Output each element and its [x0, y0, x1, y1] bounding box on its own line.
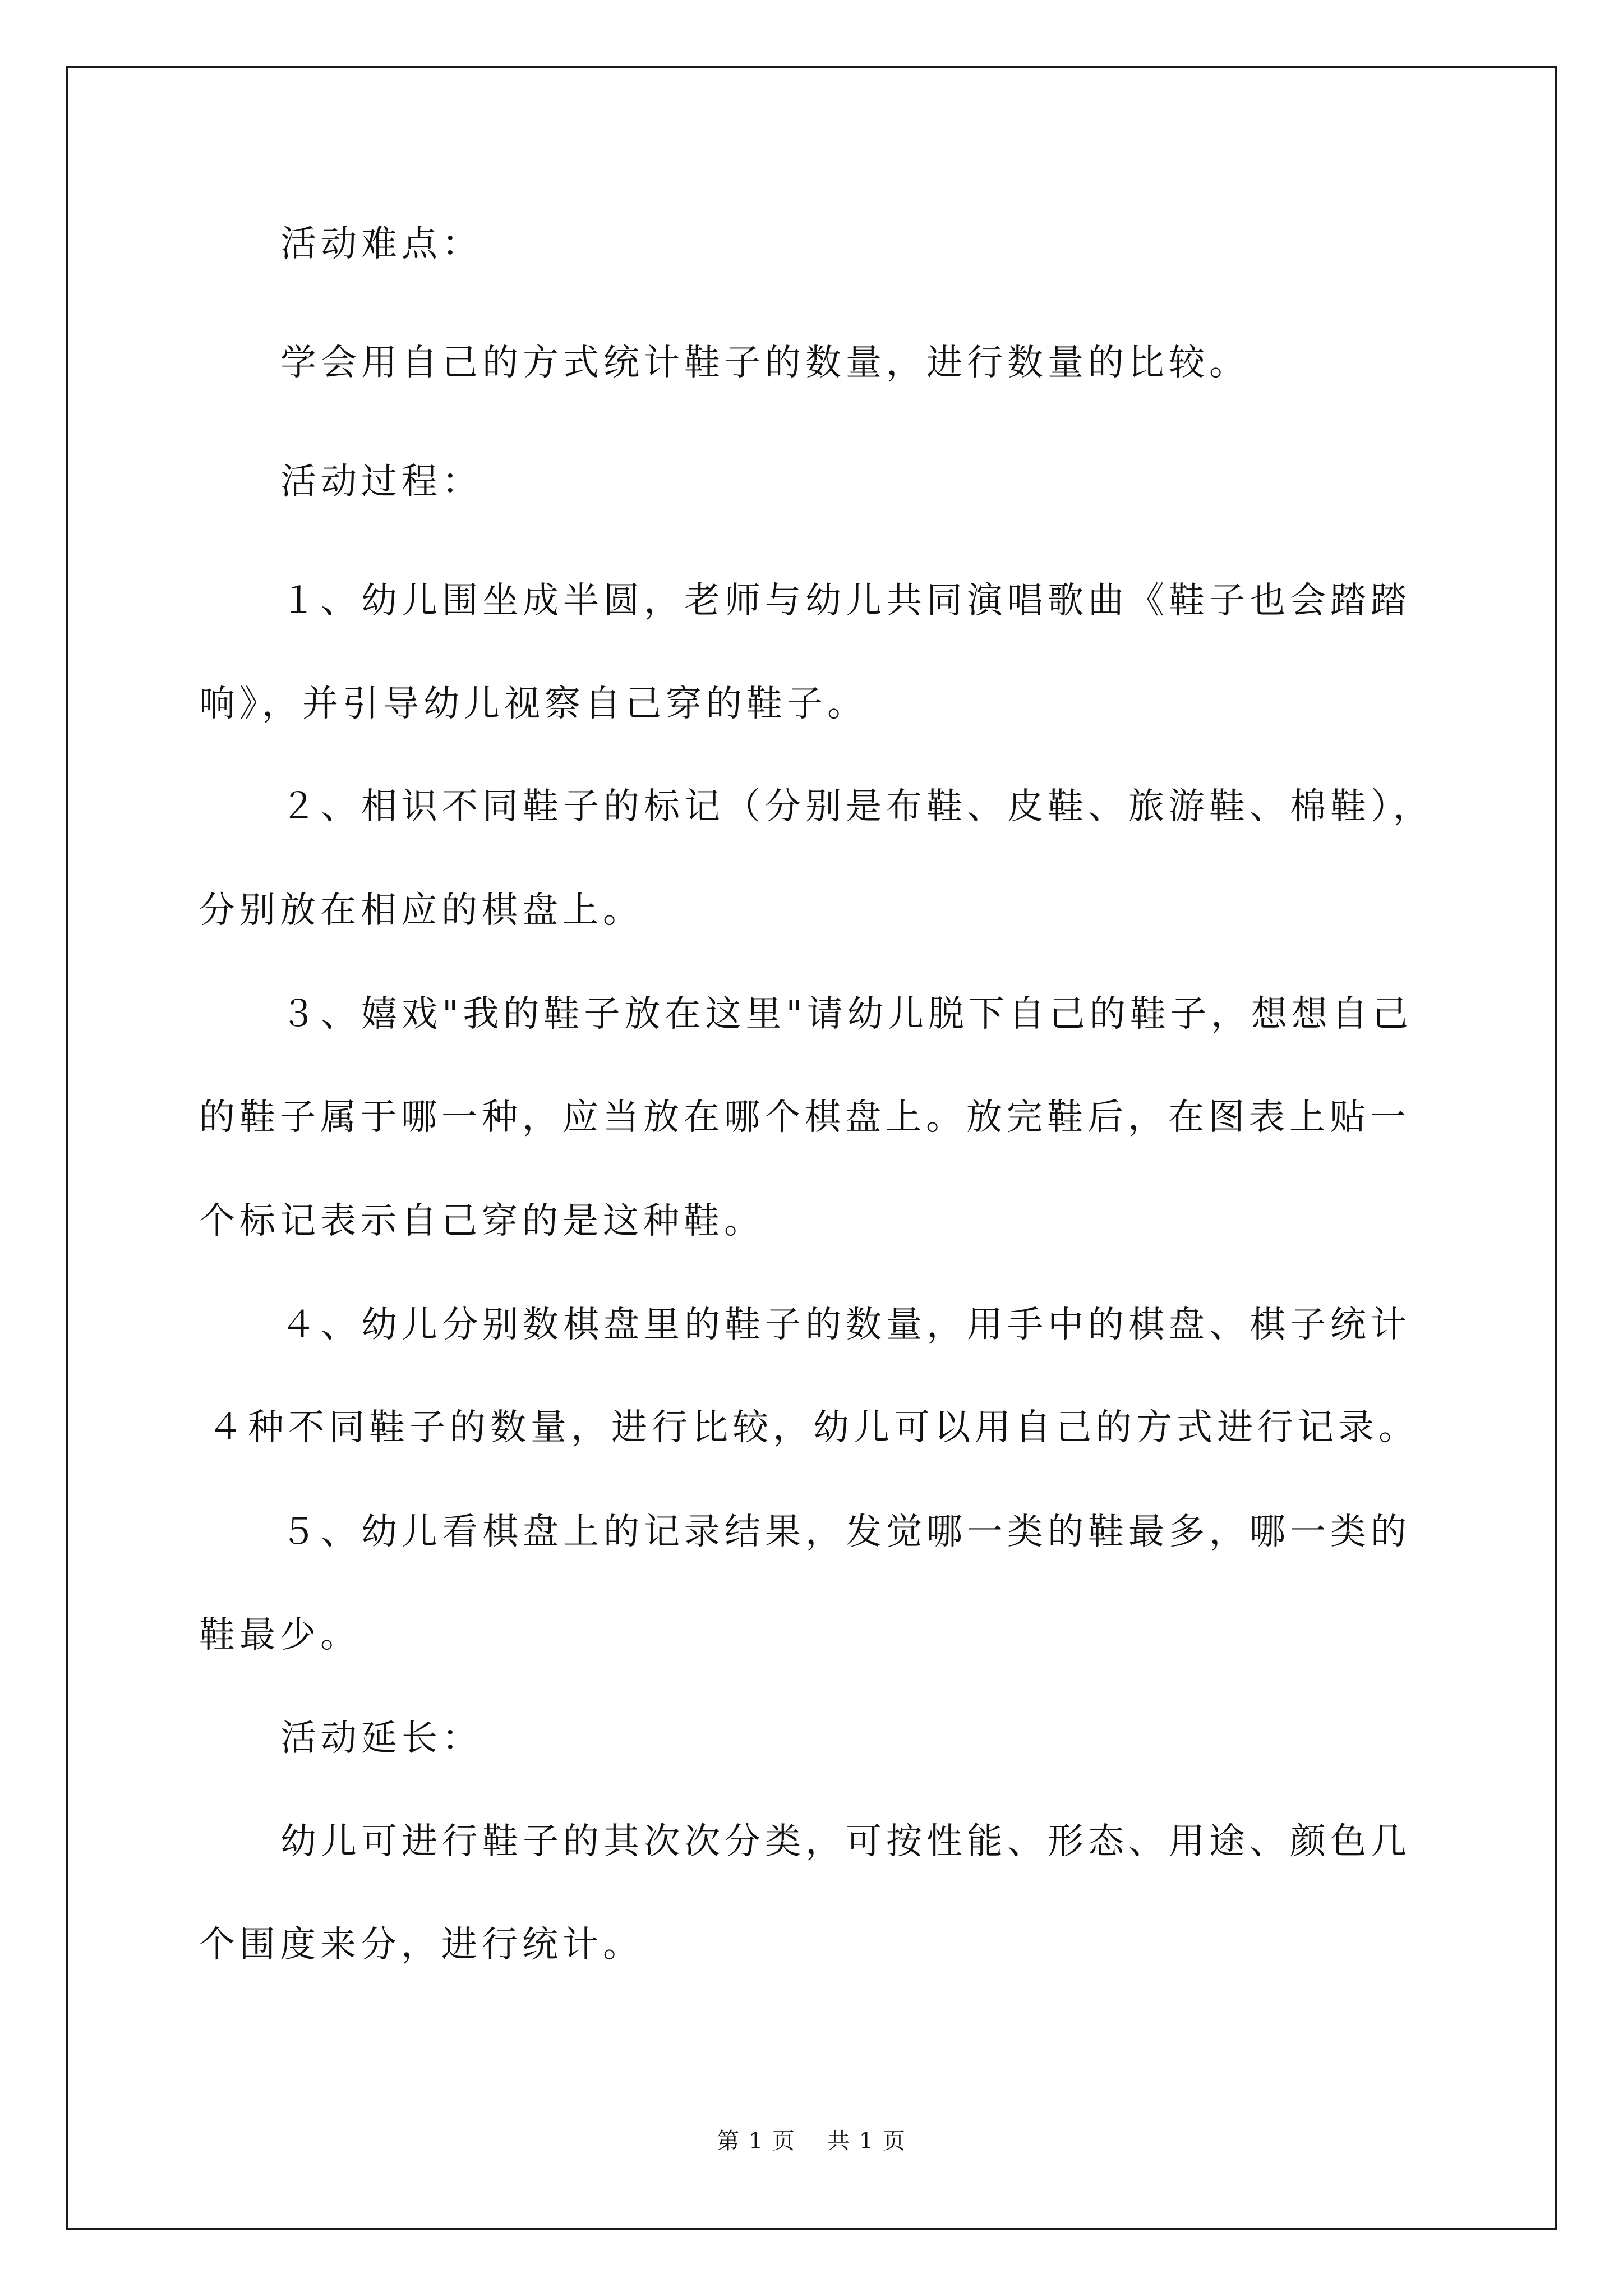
page-border [66, 66, 1557, 2230]
text-line: 活动难点： [280, 223, 482, 265]
text-line: ５、幼儿看棋盘上的记录结果，发觉哪一类的鞋最多，哪一类的 [280, 1511, 1411, 1553]
page-number: 第 1 页 [717, 2128, 796, 2154]
page-footer [0, 2123, 1623, 2155]
text-line: 个标记表示自己穿的是这种鞋。 [199, 1200, 764, 1242]
text-line: ４、幼儿分别数棋盘里的鞋子的数量，用手中的棋盘、棋子统计 [280, 1304, 1411, 1346]
text-line: ３、嬉戏"我的鞋子放在这里"请幼儿脱下自己的鞋子，想想自己 [280, 993, 1413, 1035]
text-line: 活动延长： [280, 1718, 482, 1759]
text-line: ２、相识不同鞋子的标记（分别是布鞋、皮鞋、旅游鞋、棉鞋）， [280, 786, 1433, 827]
text-line: 学会用自己的方式统计鞋子的数量，进行数量的比较。 [280, 342, 1249, 384]
text-line: ４种不同鞋子的数量，进行比较，幼儿可以用自己的方式进行记录。 [208, 1407, 1419, 1448]
text-line: 鞋最少。 [199, 1614, 361, 1656]
text-line: 幼儿可进行鞋子的其次次分类，可按性能、形态、用途、颜色几 [280, 1821, 1411, 1862]
text-line: 活动过程： [280, 461, 482, 503]
text-line: 分别放在相应的棋盘上。 [199, 890, 643, 931]
page-total: 共 1 页 [827, 2128, 906, 2154]
text-line: 个围度来分，进行统计。 [199, 1924, 643, 1966]
text-line: 响》，并引导幼儿视察自己穿的鞋子。 [199, 683, 868, 725]
text-line: 的鞋子属于哪一种，应当放在哪个棋盘上。放完鞋后，在图表上贴一 [199, 1097, 1410, 1138]
text-line: １、幼儿围坐成半圆，老师与幼儿共同演唱歌曲《鞋子也会踏踏 [280, 580, 1411, 622]
